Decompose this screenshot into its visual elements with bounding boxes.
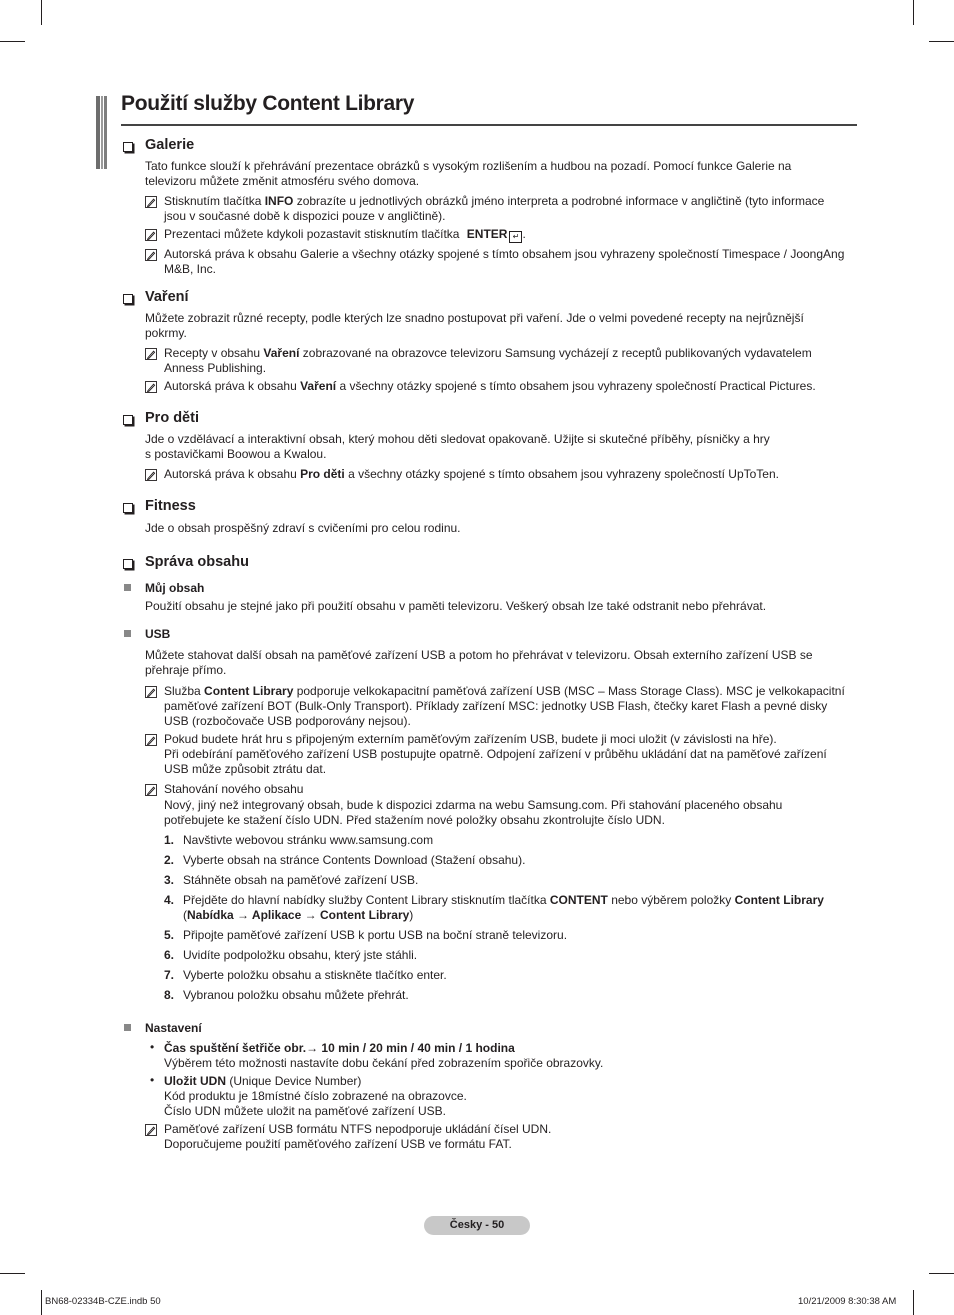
note-text: Autorská práva k obsahu Galerie a všechny otázky spojené s tímto obsahem jsou vyhrazeny společností Timespace / JoongAng [164,247,845,261]
section-heading-vareni: Vaření [145,289,189,305]
step-text: Uvidíte podpoložku obsahu, který jste stáhli. [183,948,418,962]
note-text: Autorská práva k obsahu Vaření a všechny otázky spojené s tímto obsahem jsou vyhrazeny společností Practical Pictures. [164,379,816,393]
paragraph: s postavičkami Boowou a Kwalou. [145,447,327,461]
section-checkbox-icon [123,142,133,152]
step-number: 3. [164,873,175,887]
title-rule [121,124,857,126]
crop-mark [41,0,42,25]
bullet-text: Kód produktu je 18místné číslo zobrazené na obrazovce. [164,1089,467,1103]
crop-mark [41,1290,42,1315]
crop-mark [0,41,25,42]
paragraph: Můžete zobrazit různé recepty, podle kterých lze snadno postupovat při vaření. Jde o velmi povedené recepty na nejrůznější [145,311,804,325]
subsection-label: USB [145,627,171,641]
paragraph: Jde o obsah prospěšný zdraví s cvičeními pro celou rodinu. [145,521,461,535]
bullet-text: Výběrem této možnosti nastavíte dobu čekání před zobrazením spořiče obrazovky. [164,1056,604,1070]
step-text: Vyberte obsah na stránce Contents Download (Stažení obsahu). [183,853,526,867]
note-text: Anness Publishing. [164,361,267,375]
enter-icon: ↵ [509,231,522,243]
step-number: 1. [164,833,175,847]
bullet: • [150,1040,155,1054]
note-text: Prezentaci můžete kdykoli pozastavit stisknutím tlačítka ENTER ↵ . [164,227,526,241]
note-text: Služba Content Library podporuje velkokapacitní paměťová zařízení USB (MSC – Mass Storage Class). MSC je velkokapacitní [164,684,845,698]
step-text: Stáhněte obsah na paměťové zařízení USB. [183,873,419,887]
note-text: USB může způsobit ztrátu dat. [164,762,327,776]
note-icon [145,196,157,208]
crop-mark [929,41,954,42]
note-text: Pokud budete hrát hru s připojeným externím paměťovým zařízením USB, budete ji moci uložit (v závislosti na hře). [164,732,777,746]
paragraph: pokrmy. [145,326,187,340]
section-heading-galerie: Galerie [145,137,195,153]
section-checkbox-icon [123,415,133,425]
crop-mark [929,1273,954,1274]
section-checkbox-icon [123,559,133,569]
step-text: Vyberte položku obsahu a stiskněte tlačítko enter. [183,968,447,982]
step-text: (Nabídka → Aplikace → Content Library) [183,908,414,922]
step-number: 7. [164,968,175,982]
note-text: USB (rozbočovače USB podporovány nejsou). [164,714,411,728]
note-icon [145,734,157,746]
note-icon [145,249,157,261]
crop-mark [913,1290,914,1315]
step-number: 5. [164,928,175,942]
subsection-square-icon [124,1024,131,1031]
section-checkbox-icon [123,294,133,304]
step-text: Přejděte do hlavní nabídky služby Content Library stisknutím tlačítka CONTENT nebo výběrem položky Content Library [183,893,824,907]
note-text: Nový, jiný než integrovaný obsah, bude k dispozici zdarma na webu Samsung.com. Při stahování placeného obsahu [164,798,783,812]
step-text: Připojte paměťové zařízení USB k portu USB na boční straně televizoru. [183,928,568,942]
paragraph: Jde o vzdělávací a interaktivní obsah, který mohou děti sledovat opakovaně. Užijte si skutečné příběhy, písničky a hry [145,432,770,446]
crop-mark [0,1273,25,1274]
note-text: Recepty v obsahu Vaření zobrazované na obrazovce televizoru Samsung vycházejí z receptů publikovaných vydavatelem [164,346,812,360]
bullet-text: Čas spuštění šetřiče obr.→ 10 min / 20 min / 40 min / 1 hodina [164,1041,515,1055]
note-icon [145,784,157,796]
note-icon [145,381,157,393]
section-heading-fitness: Fitness [145,498,196,514]
step-text: Vybranou položku obsahu můžete přehrát. [183,988,409,1002]
step-text: Navštivte webovou stránku www.samsung.com [183,833,434,847]
paragraph: Tato funkce slouží k přehrávání prezentace obrázků s vysokým rozlišením a hudbou na pozadí. Pomocí funkce Galerie na [145,159,792,173]
note-text: M&B, Inc. [164,262,217,276]
note-text: Doporučujeme použití paměťového zařízení USB ve formátu FAT. [164,1137,512,1151]
note-icon [145,229,157,241]
bullet-text: Číslo UDN můžete uložit na paměťové zařízení USB. [164,1104,446,1118]
note-icon [145,1124,157,1136]
paragraph: Použití obsahu je stejné jako při použití obsahu v paměti televizoru. Veškerý obsah lze také odstranit nebo přehrávat. [145,599,767,613]
note-text: Stahování nového obsahu [164,782,304,796]
section-checkbox-icon [123,503,133,513]
subsection-square-icon [124,630,131,637]
step-number: 2. [164,853,175,867]
subsection-square-icon [124,584,131,591]
file-info: BN68-02334B-CZE.indb 50 [45,1296,161,1307]
note-text: Při odebírání paměťového zařízení USB postupujte opatrně. Odpojení zařízení v průběhu ukládání dat na paměťové zařízení [164,747,827,761]
note-text: potřebujete ke stažení číslo UDN. Před stažením nové položky obsahu zkontrolujte číslo UDN. [164,813,665,827]
note-text: Autorská práva k obsahu Pro děti a všechny otázky spojené s tímto obsahem jsou vyhrazeny společností UpToTen. [164,467,779,481]
note-icon [145,469,157,481]
section-heading-pro-deti: Pro děti [145,410,199,426]
bullet-text: Uložit UDN (Unique Device Number) [164,1074,362,1088]
paragraph: televizoru můžete změnit atmosféru svého domova. [145,174,420,188]
step-number: 6. [164,948,175,962]
step-number: 4. [164,893,175,907]
note-text: Stisknutím tlačítka INFO zobrazíte u jednotlivých obrázků jméno interpreta a podrobné informace v angličtině (tyto informace [164,194,825,208]
note-icon [145,686,157,698]
print-timestamp: 10/21/2009 8:30:38 AM [798,1296,897,1307]
paragraph: Můžete stahovat další obsah na paměťové zařízení USB a potom ho přehrávat v televizoru. Obsah externího zařízení USB se [145,648,813,662]
note-text: paměťové zařízení BOT (Bulk-Only Transport). Příklady zařízení MSC: jednotky USB Flash, čtečky karet Flash a pevné disky [164,699,828,713]
subsection-label: Nastavení [145,1021,202,1035]
step-number: 8. [164,988,175,1002]
note-icon [145,348,157,360]
crop-mark [913,0,914,25]
subsection-label: Můj obsah [145,581,205,595]
bullet: • [150,1073,155,1087]
page-number-badge: Česky - 50 [424,1216,530,1235]
note-text: Paměťové zařízení USB formátu NTFS nepodporuje ukládání čísel UDN. [164,1122,552,1136]
paragraph: přehraje přímo. [145,663,227,677]
page-title: Použití služby Content Library [121,92,415,115]
section-heading-sprava-obsahu: Správa obsahu [145,554,249,570]
note-text: jsou v současné době k dispozici pouze v angličtině). [164,209,446,223]
